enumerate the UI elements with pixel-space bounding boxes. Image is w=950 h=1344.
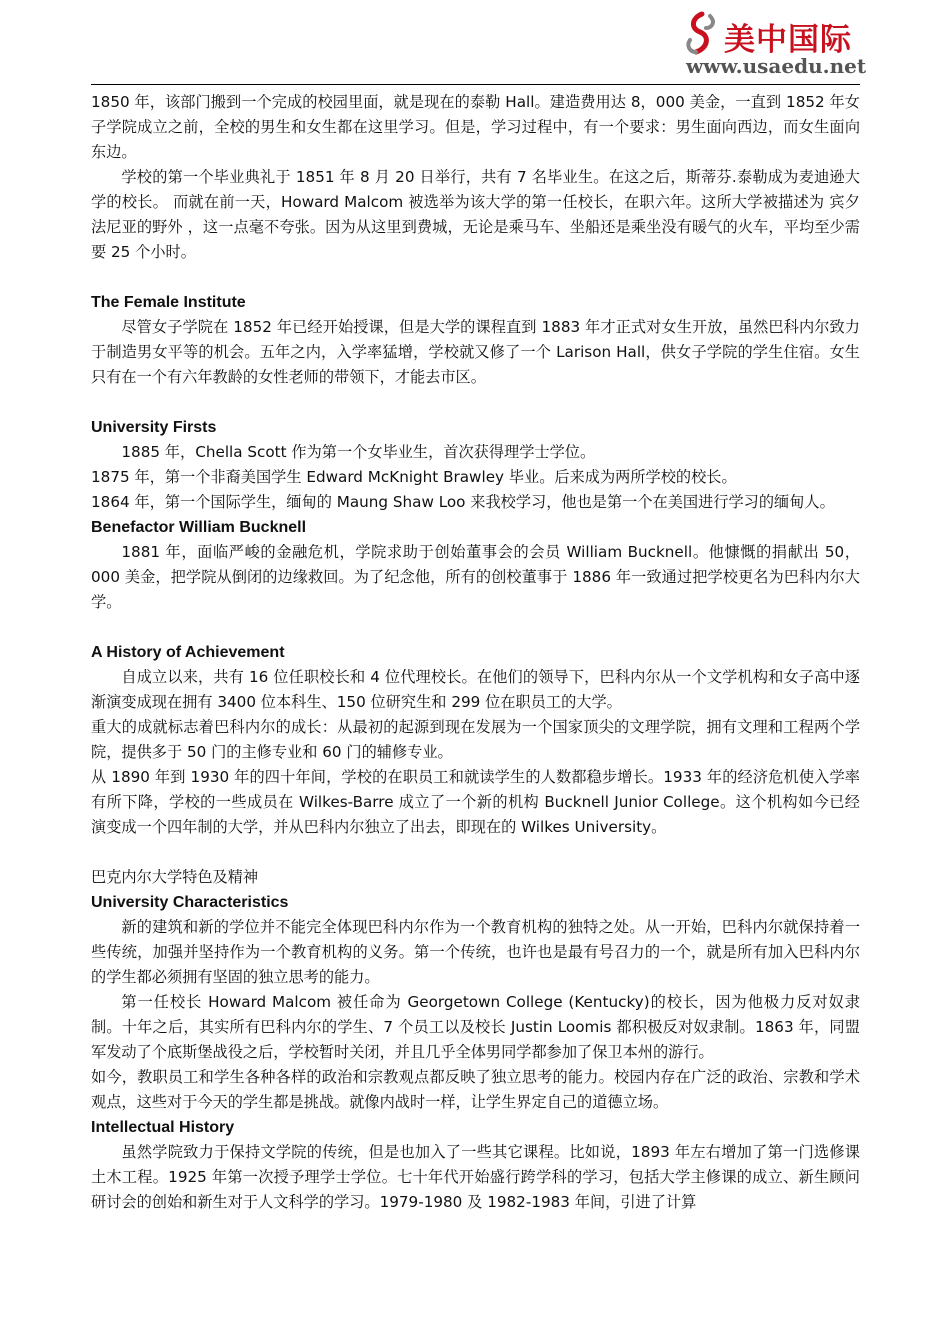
logo-swirl-icon (682, 10, 722, 56)
section-heading-characteristics: University Characteristics (91, 894, 289, 911)
section-heading-achievement: A History of Achievement (91, 644, 285, 661)
header-rule (91, 84, 860, 85)
paragraph: 1875 年，第一个非裔美国学生 Edward McKnight Brawley 毕业。后来成为两所学校的校长。 (91, 468, 737, 486)
paragraph: 虽然学院致力于保持文学院的传统，但是也加入了一些其它课程。比如说，1893 年左右增加了第一门选修课土木工程。1925 年第一次授予理学士学位。七十年代开始盛行跨学科的学习，包括大学主修课的成立、新生顾问研讨会的创始和新生对于人文科学的学习。1979-1980 及 1982-1983 年间，引进了计算 (91, 1143, 860, 1211)
paragraph: 重大的成就标志着巴科内尔的成长：从最初的起源到现在发展为一个国家顶尖的文理学院，拥有文理和工程两个学院，提供多于 50 门的主修专业和 60 门的辅修专业。 (91, 718, 860, 761)
document-body (91, 90, 860, 1215)
spacer (91, 265, 860, 290)
paragraph: 第一任校长 Howard Malcom 被任命为 Georgetown College (Kentucky)的校长，因为他极力反对奴隶制。十年之后，其实所有巴科内尔的学生、7 个员工以及校长 Justin Loomis 都积极反对奴隶制。1863 年，同盟军发动了个底斯堡战役之后，学校暂时关闭，并且几乎全体男同学都参加了保卫本州的游行。 (91, 993, 860, 1061)
paragraph: 学校的第一个毕业典礼于 1851 年 8 月 20 日举行，共有 7 名毕业生。在这之后，斯蒂芬.泰勒成为麦迪逊大学的校长。 而就在前一天，Howard Malcom 被选举为该大学的第一任校长，在职六年。这所大学被描述为 宾夕法尼亚的野外 ，这一点毫不夸张。因为从这里到费城，无论是乘马车、坐船还是乘坐没有暖气的火车，平均至少需要 25 个小时。 (91, 168, 860, 261)
paragraph: 1850 年，该部门搬到一个完成的校园里面，就是现在的泰勒 Hall。建造费用达 8，000 美金，一直到 1852 年女子学院成立之前，全校的男生和女生都在这里学习。但是，学习过程中，有一个要求：男生面向西边，而女生面向东边。 (91, 93, 860, 161)
section-heading-female-institute: The Female Institute (91, 294, 246, 311)
spacer (91, 390, 860, 415)
section-heading-benefactor: Benefactor William Bucknell (91, 519, 307, 536)
section-title-cn: 巴克内尔大学特色及精神 (91, 868, 259, 886)
site-logo (682, 6, 872, 80)
paragraph: 1885 年，Chella Scott 作为第一个女毕业生，首次获得理学士学位。 (121, 443, 596, 461)
paragraph: 尽管女子学院在 1852 年已经开始授课，但是大学的课程直到 1883 年才正式对女生开放，虽然巴科内尔致力于制造男女平等的机会。五年之内，入学率猛增，学校就又修了一个 Larison Hall，供女子学院的学生住宿。女生只有在一个有六年教龄的女性老师的带领下，才能去市区。 (91, 318, 860, 386)
paragraph: 1864 年，第一个国际学生，缅甸的 Maung Shaw Loo 来我校学习，他也是第一个在美国进行学习的缅甸人。 (91, 493, 835, 511)
logo-url: www.usaedu.net (686, 54, 867, 78)
spacer (91, 840, 860, 865)
paragraph: 自成立以来，共有 16 位任职校长和 4 位代理校长。在他们的领导下，巴科内尔从一个文学机构和女子高中逐渐演变成现在拥有 3400 位本科生、150 位研究生和 299 位在职员工的大学。 (91, 668, 860, 711)
paragraph: 1881 年，面临严峻的金融危机，学院求助于创始董事会的会员 William Bucknell。他慷慨的捐献出 50，000 美金，把学院从倒闭的边缘救回。为了纪念他，所有的创校董事于 1886 年一致通过把学校更名为巴科内尔大学。 (91, 543, 860, 611)
paragraph: 新的建筑和新的学位并不能完全体现巴科内尔作为一个教育机构的独特之处。从一开始，巴科内尔就保持着一些传统，加强并坚持作为一个教育机构的义务。第一个传统，也许也是最有号召力的一个，就是所有加入巴科内尔的学生都必须拥有坚固的独立思考的能力。 (91, 918, 860, 986)
paragraph: 从 1890 年到 1930 年的四十年间，学校的在职员工和就读学生的人数都稳步增长。1933 年的经济危机使入学率有所下降，学校的一些成员在 Wilkes-Barre 成立了一个新的机构 Bucknell Junior College。这个机构如今已经演变成一个四年制的大学，并从巴科内尔独立了出去，即现在的 Wilkes University。 (91, 768, 860, 836)
spacer (91, 615, 860, 640)
logo-chinese-name: 美中国际 (724, 22, 852, 58)
paragraph: 如今，教职员工和学生各种各样的政治和宗教观点都反映了独立思考的能力。校园内存在广泛的政治、宗教和学术观点，这些对于今天的学生都是挑战。就像内战时一样，让学生界定自己的道德立场。 (91, 1068, 860, 1111)
section-heading-university-firsts: University Firsts (91, 419, 217, 436)
section-heading-intellectual-history: Intellectual History (91, 1119, 235, 1136)
